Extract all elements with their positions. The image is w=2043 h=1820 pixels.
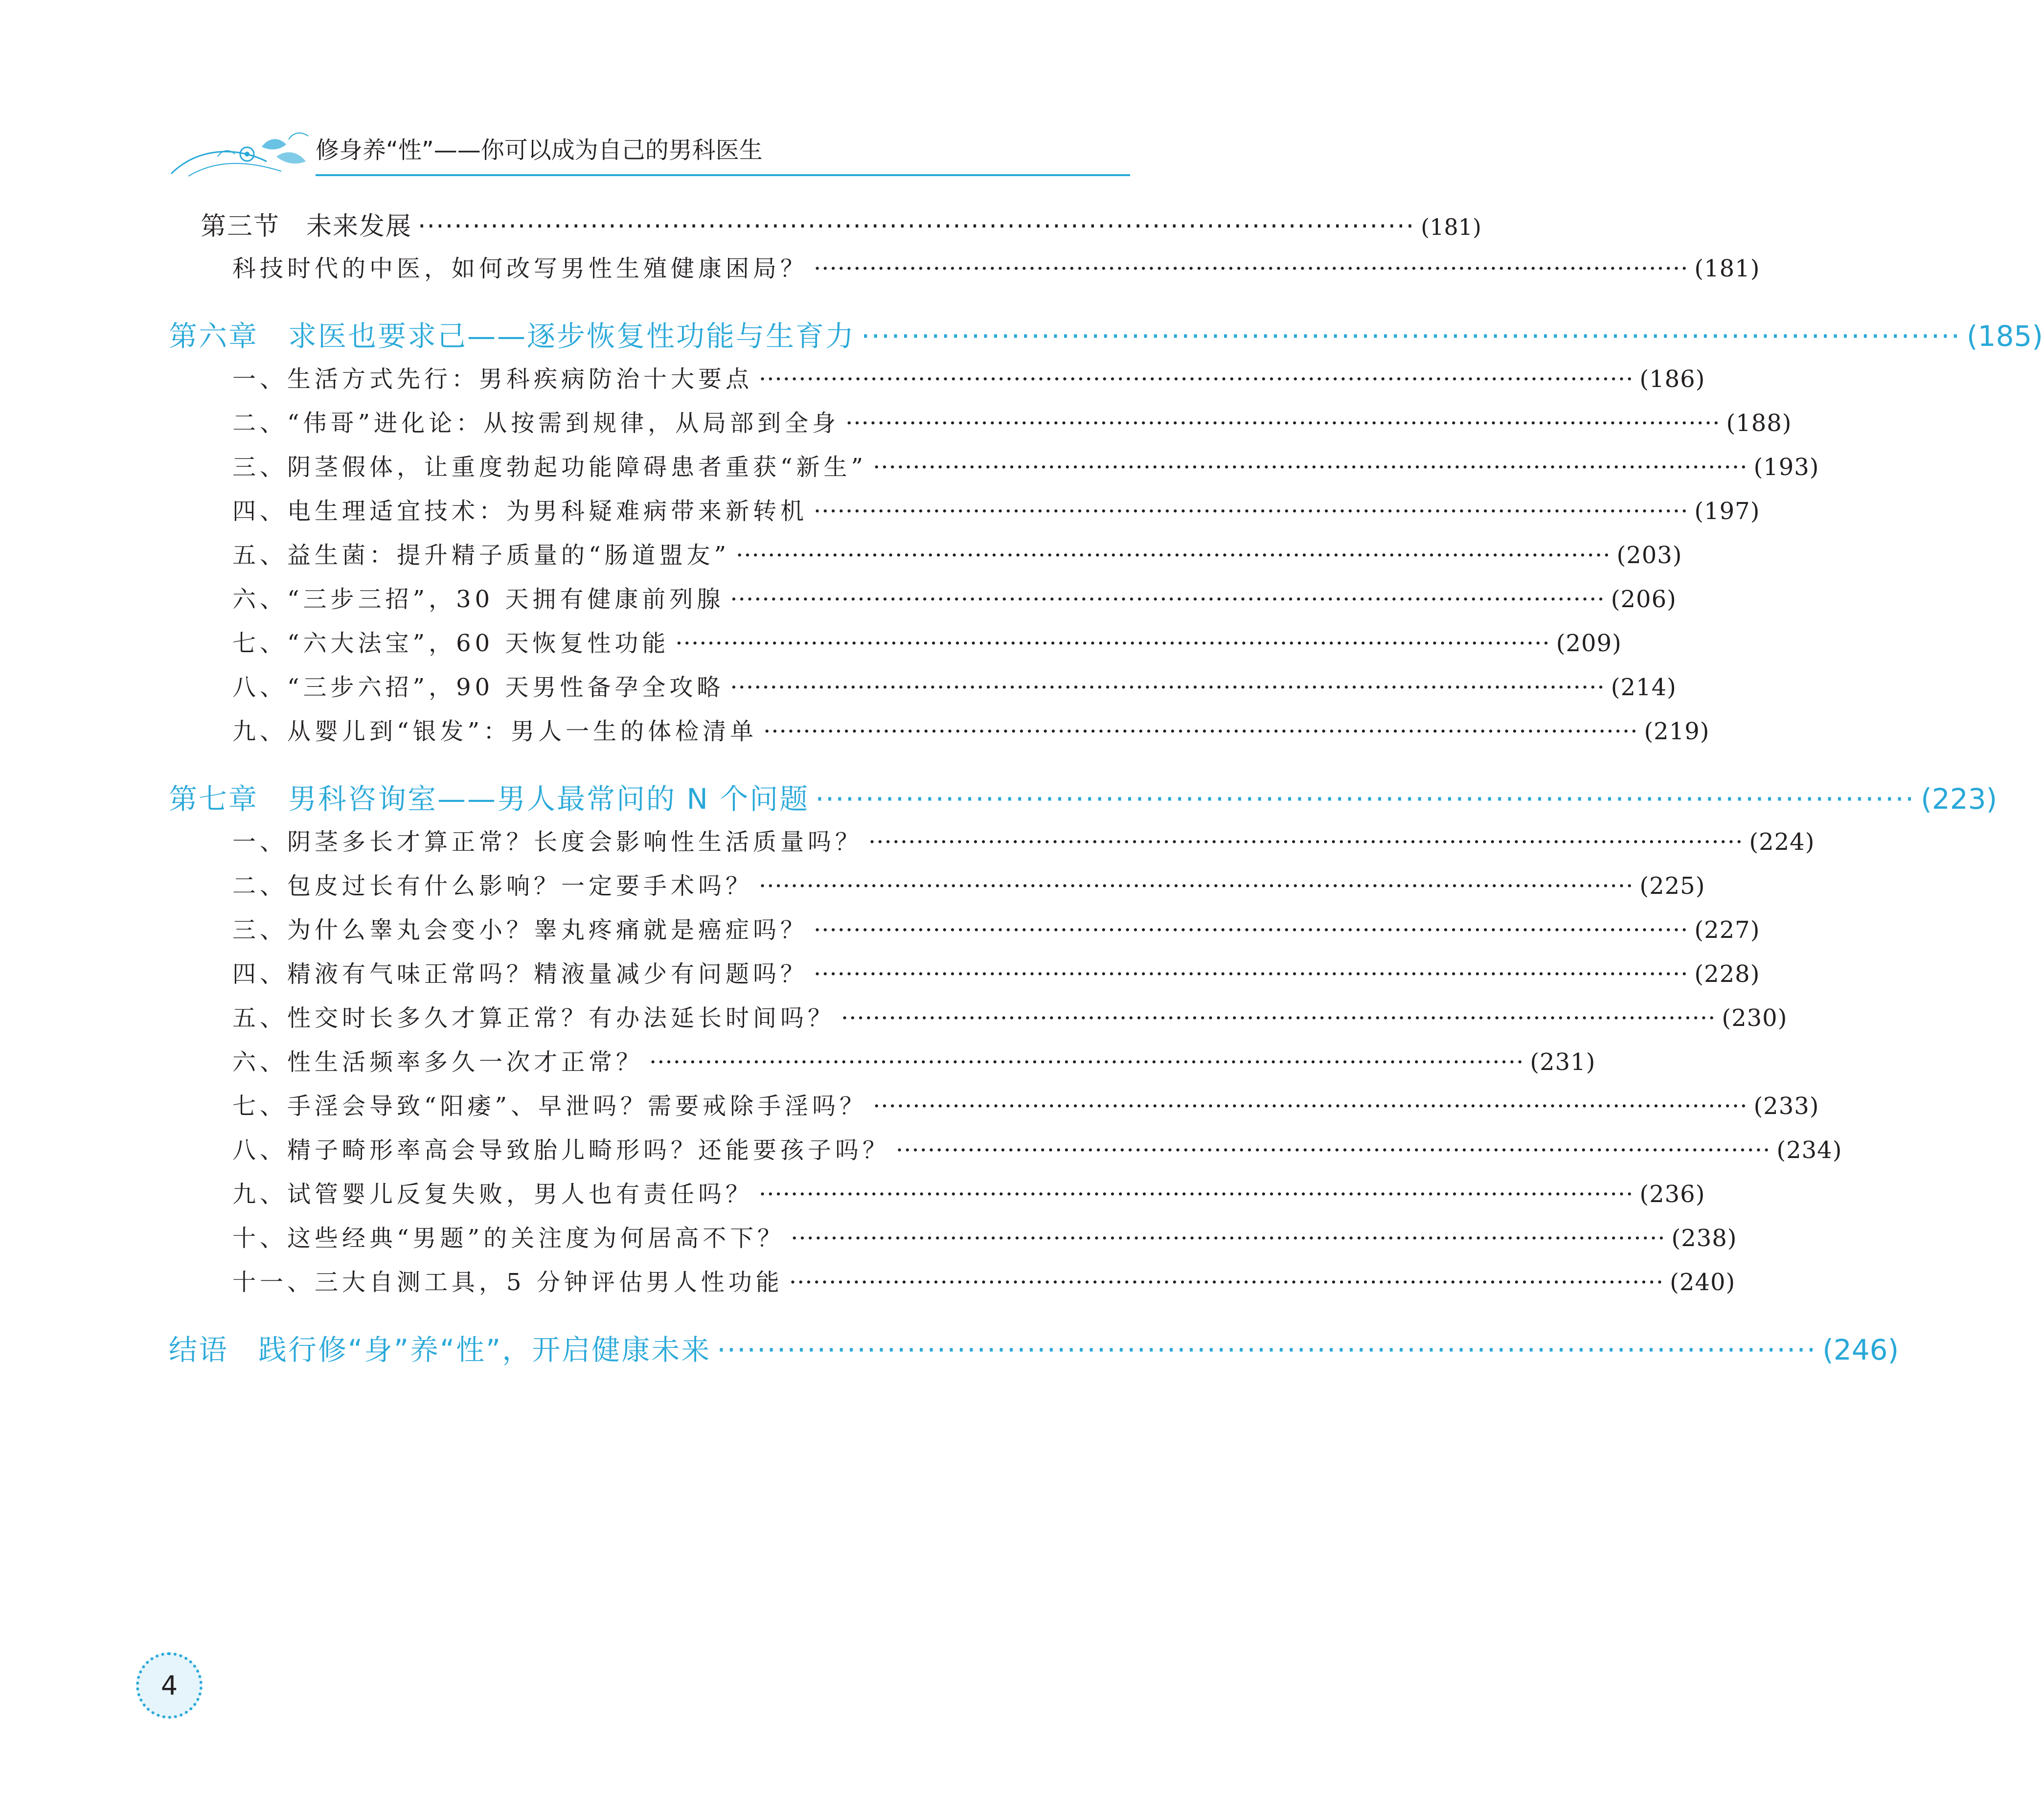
toc-page-number: (188) bbox=[1726, 410, 1792, 437]
toc-item bbox=[169, 712, 1710, 756]
dot-leader: ·············································································································· bbox=[730, 674, 1605, 701]
toc-page-number: (240) bbox=[1670, 1269, 1736, 1296]
dot-leader: ·············································································································· bbox=[759, 365, 1634, 393]
dot-leader: ·············································································································· bbox=[418, 212, 1415, 241]
toc-entry-title: 十、这些经典“男题”的关注度为何居高不下？ bbox=[232, 1225, 785, 1252]
dot-leader: ·············································································································· bbox=[717, 1333, 1817, 1366]
dot-leader: ·············································································································· bbox=[845, 410, 1721, 437]
toc-item bbox=[169, 955, 1760, 999]
dot-leader: ·············································································································· bbox=[759, 872, 1634, 900]
dot-leader: ·············································································································· bbox=[861, 319, 1961, 353]
toc-item bbox=[169, 404, 1792, 448]
toc-entry-title: 结语 践行修“身”养“性”，开启健康未来 bbox=[169, 1333, 711, 1366]
toc-entry-title: 四、精液有气味正常吗？精液量减少有问题吗？ bbox=[232, 960, 808, 988]
toc-chapter bbox=[169, 776, 1998, 823]
toc-page-number: (225) bbox=[1639, 872, 1705, 900]
toc-entry-title: 三、阴茎假体，让重度勃起功能障碍患者重获“新生” bbox=[232, 454, 867, 481]
header-title: 修身养“性”——你可以成为自己的男科医生 bbox=[316, 136, 763, 164]
toc-page-number: (228) bbox=[1694, 960, 1760, 988]
toc-page-number: (181) bbox=[1421, 214, 1481, 240]
toc-page-number: (236) bbox=[1639, 1181, 1705, 1208]
dot-leader: ·············································································································· bbox=[868, 828, 1744, 856]
toc-entry-title: 六、“三步三招”，30 天拥有健康前列腺 bbox=[232, 586, 725, 613]
toc-entry-title: 科技时代的中医，如何改写男性生殖健康困局？ bbox=[232, 255, 808, 282]
toc-page-number: (227) bbox=[1694, 916, 1760, 944]
dot-leader: ·············································································································· bbox=[759, 1181, 1634, 1208]
toc-page-number: (209) bbox=[1556, 630, 1622, 657]
toc-entry-title: 七、手淫会导致“阳痿”、早泄吗？需要戒除手淫吗？ bbox=[232, 1092, 867, 1120]
toc-entry-title: 五、性交时长多久才算正常？有办法延长时间吗？ bbox=[232, 1004, 836, 1032]
page-number-badge bbox=[136, 1652, 203, 1719]
toc-item bbox=[169, 624, 1622, 668]
toc-chapter bbox=[169, 1327, 1899, 1374]
toc-entry-title: 二、包皮过长有什么影响？一定要手术吗？ bbox=[232, 872, 753, 900]
toc-entry-title: 四、电生理适宜技术：为男科疑难病带来新转机 bbox=[232, 498, 808, 525]
toc-item bbox=[169, 492, 1760, 536]
toc-entry-title: 五、益生菌：提升精子质量的“肠道盟友” bbox=[232, 542, 730, 569]
dot-leader: ·············································································································· bbox=[814, 916, 1689, 944]
toc-item bbox=[169, 1043, 1596, 1087]
toc-item bbox=[169, 823, 1815, 867]
toc-chapter bbox=[169, 313, 2043, 360]
toc-page-number: (193) bbox=[1753, 454, 1819, 481]
floral-swirl-ornament-icon bbox=[169, 127, 316, 181]
toc-item bbox=[169, 1219, 1737, 1263]
toc-page-number: (203) bbox=[1616, 542, 1682, 569]
toc-entry-title: 第七章 男科咨询室——男人最常问的 N 个问题 bbox=[169, 782, 810, 816]
toc-entry-title: 二、“伟哥”进化论：从按需到规律，从局部到全身 bbox=[232, 410, 840, 437]
toc-entry-title: 三、为什么睾丸会变小？睾丸疼痛就是癌症吗？ bbox=[232, 916, 808, 944]
toc-section bbox=[169, 205, 1481, 250]
toc-page-number: (234) bbox=[1776, 1137, 1842, 1164]
toc-page-number: (230) bbox=[1722, 1004, 1788, 1032]
toc-page-number: (238) bbox=[1671, 1225, 1737, 1252]
dot-leader: ·············································································································· bbox=[763, 718, 1638, 745]
toc-entry-title: 八、“三步六招”，90 天男性备孕全攻略 bbox=[232, 674, 725, 701]
toc-entry-title: 第三节 未来发展 bbox=[201, 212, 412, 241]
toc-page-number: (181) bbox=[1694, 255, 1760, 282]
toc-item bbox=[169, 1175, 1705, 1219]
running-header bbox=[169, 117, 1130, 181]
page-number: 4 bbox=[160, 1670, 178, 1701]
toc-item bbox=[169, 580, 1677, 624]
toc-page-number: (224) bbox=[1749, 828, 1815, 856]
dot-leader: ·············································································································· bbox=[730, 586, 1605, 613]
dot-leader: ·············································································································· bbox=[841, 1004, 1716, 1032]
dot-leader: ·············································································································· bbox=[873, 1092, 1748, 1120]
toc-page-number: (186) bbox=[1639, 365, 1705, 393]
toc-entry-title: 十一、三大自测工具，5 分钟评估男人性功能 bbox=[232, 1269, 783, 1296]
toc-item bbox=[169, 867, 1705, 911]
toc-item bbox=[169, 536, 1682, 580]
toc-page-number: (214) bbox=[1611, 674, 1677, 701]
toc-page-number: (223) bbox=[1921, 782, 1998, 816]
toc-page-number: (206) bbox=[1611, 586, 1677, 613]
dot-leader: ·············································································································· bbox=[815, 782, 1915, 816]
toc-entry-title: 一、阴茎多长才算正常？长度会影响性生活质量吗？ bbox=[232, 828, 863, 856]
toc-item bbox=[169, 448, 1819, 492]
toc-item bbox=[169, 999, 1788, 1043]
toc-entry-title: 九、试管婴儿反复失败，男人也有责任吗？ bbox=[232, 1181, 753, 1208]
toc-item bbox=[169, 1131, 1842, 1175]
dot-leader: ·············································································································· bbox=[814, 255, 1689, 282]
dot-leader: ·············································································································· bbox=[814, 498, 1689, 525]
dot-leader: ·············································································································· bbox=[896, 1137, 1771, 1164]
toc-entry-title: 八、精子畸形率高会导致胎儿畸形吗？还能要孩子吗？ bbox=[232, 1137, 890, 1164]
toc-page-number: (231) bbox=[1530, 1048, 1596, 1076]
table-of-contents bbox=[169, 205, 2043, 1374]
dot-leader: ·············································································································· bbox=[675, 630, 1550, 657]
toc-entry-title: 第六章 求医也要求己——逐步恢复性功能与生育力 bbox=[169, 319, 856, 353]
dot-leader: ·············································································································· bbox=[873, 454, 1748, 481]
toc-page-number: (219) bbox=[1644, 718, 1710, 745]
toc-item bbox=[169, 911, 1760, 955]
dot-leader: ·············································································································· bbox=[789, 1269, 1664, 1296]
toc-page-number: (185) bbox=[1967, 319, 2043, 353]
toc-item bbox=[169, 360, 1705, 404]
toc-entry-title: 九、从婴儿到“银发”：男人一生的体检清单 bbox=[232, 718, 758, 745]
dot-leader: ·············································································································· bbox=[649, 1048, 1524, 1076]
toc-entry-title: 一、生活方式先行：男科疾病防治十大要点 bbox=[232, 365, 753, 393]
toc-item bbox=[169, 250, 1760, 294]
toc-item bbox=[169, 1263, 1736, 1307]
toc-item bbox=[169, 1087, 1819, 1131]
dot-leader: ·············································································································· bbox=[791, 1225, 1666, 1252]
toc-entry-title: 六、性生活频率多久一次才正常？ bbox=[232, 1048, 644, 1076]
toc-page-number: (246) bbox=[1822, 1333, 1899, 1366]
dot-leader: ·············································································································· bbox=[736, 542, 1611, 569]
header-rule bbox=[316, 174, 1130, 176]
toc-item bbox=[169, 668, 1677, 712]
dot-leader: ·············································································································· bbox=[814, 960, 1689, 988]
toc-page-number: (197) bbox=[1694, 498, 1760, 525]
toc-entry-title: 七、“六大法宝”，60 天恢复性功能 bbox=[232, 630, 670, 657]
toc-page-number: (233) bbox=[1753, 1092, 1819, 1120]
